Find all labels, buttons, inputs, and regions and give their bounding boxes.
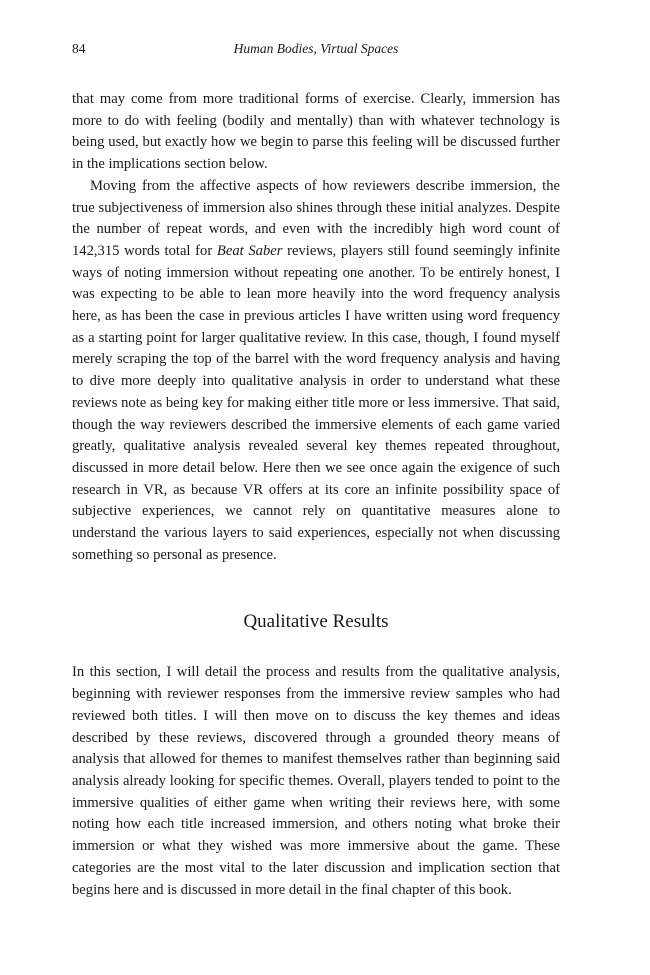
paragraph-text: reviews, players still found seemingly infinite ways of noting immersion without repeating one another. To be entirely honest, I was expecting to be able to lean more heavily into the word frequency analysis here, as has been the case in previous articles I have written using word frequency as a starting point for larger qualitative review. In this case, though, I found myself merely scraping the top of the barrel with the word frequency analysis and having to dive more deeply into qualitative analysis in order to understand what these reviews note as being key for making either title more or less immersive. That said, though the way reviewers described the immersive elements of each game varied greatly, qualitative analysis revealed several key themes repeated throughout, discussed in more detail below. Here then we see once again the exigence of such research in VR, as because VR offers at its core an infinite possibility space of subjective experiences, we cannot rely on quantitative measures alone to understand the various layers to said experiences, especially not when discussing something so personal as presence.	[72, 242, 560, 563]
paragraph-text: Moving from the affective aspects of how reviewers describe immersion, the true subjectiveness of immersion also shines through these initial analyzes. Despite the number of repeat words, and even with the incredibly high word count of 142,315 words total for	[72, 177, 560, 259]
paragraph-subjectiveness	[72, 176, 560, 567]
running-head	[72, 38, 560, 60]
paragraph-section-intro: In this section, I will detail the process and results from the qualitative analysis, beginning with reviewer responses from the immersive review samples who had reviewed both titles. I will then move on to discuss the key themes and ideas described by these reviews, discovered through a grounded theory means of analysis that allowed for themes to manifest themselves rather than beginning said analysis already looking for specific themes. Overall, players tended to point to the immersive qualities of either game when writing their reviews here, with some noting how each title increased immersion, and others noting what broke their immersion or what they wished was more immersive about the game. These categories are the most vital to the later discussion and implication section that begins here and is discussed in more detail in the final chapter of this book.	[72, 664, 560, 898]
game-title: Beat Saber	[216, 242, 283, 259]
paragraph-continuation: that may come from more traditional forms of exercise. Clearly, immersion has more to do with feeling (bodily and mentally) than with whatever technology is being used, but exactly how we begin to parse this feeling will be discussed further in the implications section below.	[72, 91, 560, 173]
section-body	[72, 662, 560, 901]
section-heading: Qualitative Results	[243, 611, 389, 633]
body-text	[72, 89, 560, 566]
book-page	[72, 38, 560, 901]
running-title: Human Bodies, Virtual Spaces	[233, 41, 399, 56]
page-number: 84	[72, 41, 86, 56]
